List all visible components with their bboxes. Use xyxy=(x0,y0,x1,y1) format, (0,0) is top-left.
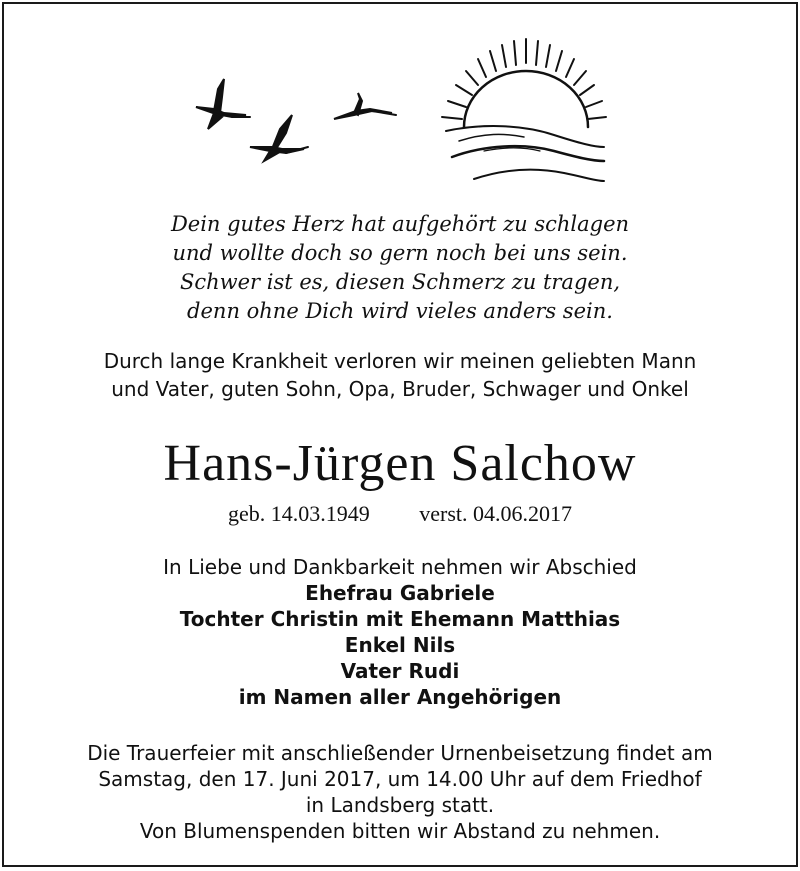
bird-icon xyxy=(334,93,396,119)
mourner-line: Vater Rudi xyxy=(340,659,460,683)
deceased-name: Hans-Jürgen Salchow xyxy=(163,435,637,492)
notice-line: in Landsberg statt. xyxy=(305,793,495,817)
poem-line: Dein gutes Herz hat aufgehört zu schlagen xyxy=(170,212,630,236)
intro-text xyxy=(4,347,796,403)
birth-date: geb. 14.03.1949 xyxy=(227,501,370,526)
mourner-line: im Namen aller Angehörigen xyxy=(238,685,562,709)
intro-line: und Vater, guten Sohn, Opa, Bruder, Schwager und Onkel xyxy=(111,377,689,401)
death-date: verst. 04.06.2017 xyxy=(419,501,573,526)
illustration xyxy=(184,29,614,194)
notice-line: Die Trauerfeier mit anschließender Urnenbeisetzung findet am xyxy=(87,741,713,765)
mourner-line: Tochter Christin mit Ehemann Matthias xyxy=(179,607,621,631)
poem-line: und wollte doch so gern noch bei uns sein. xyxy=(172,241,628,265)
farewell-intro: In Liebe und Dankbarkeit nehmen wir Abschied xyxy=(163,555,637,579)
bird-icon xyxy=(250,115,308,161)
bird-icon xyxy=(196,79,250,129)
intro-line: Durch lange Krankheit verloren wir meinen geliebten Mann xyxy=(103,349,697,373)
notice-line: Samstag, den 17. Juni 2017, um 14.00 Uhr auf dem Friedhof xyxy=(98,767,702,791)
sunset-icon xyxy=(442,39,606,181)
poem xyxy=(4,210,796,326)
mourner-line: Ehefrau Gabriele xyxy=(305,581,495,605)
life-dates xyxy=(4,501,796,527)
poem-line: denn ohne Dich wird vieles anders sein. xyxy=(187,299,613,323)
mourner-line: Enkel Nils xyxy=(344,633,456,657)
mourners-block xyxy=(4,554,796,710)
poem-line: Schwer ist es, diesen Schmerz zu tragen, xyxy=(179,270,621,294)
obituary-notice xyxy=(2,2,798,867)
notice-line: Von Blumenspenden bitten wir Abstand zu nehmen. xyxy=(139,819,661,843)
funeral-notice xyxy=(4,740,796,844)
